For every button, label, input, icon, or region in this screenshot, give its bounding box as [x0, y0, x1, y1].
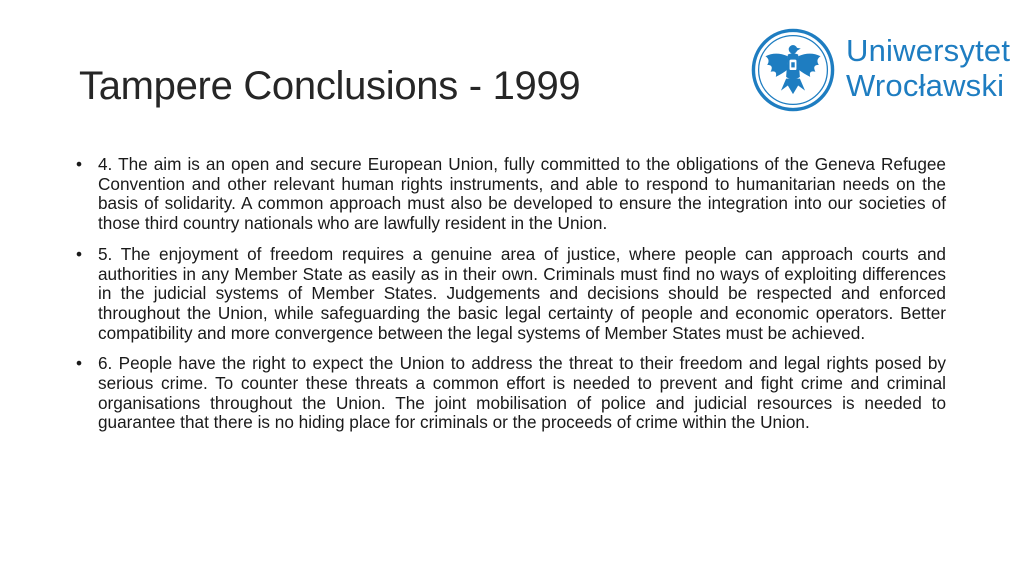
bullet-item — [76, 245, 946, 344]
bullet-item — [76, 155, 946, 234]
university-name-line2: Wrocławski — [846, 68, 1005, 103]
bullet-text: 5. The enjoyment of freedom requires a genuine area of justice, where people can approach courts and authorities in any Member State as easily as in their own. Criminals must find no ways of exploiting differences in the judicial systems of Member States. Judgements and decisions should be respected and enforced throughout the Union, while safeguarding the basic legal certainty of people and economic operators. Better compatibility and more convergence between the legal systems of Member States must be achieved. — [98, 243, 946, 343]
university-name — [846, 33, 1010, 103]
bullet-text: 4. The aim is an open and secure European Union, fully committed to the obligations of the Geneva Refugee Convention and other relevant human rights instruments, and able to respond to humanitarian needs on the basis of solidarity. A common approach must also be developed to ensure the integration into our societies of those third country nationals who are lawfully resident in the Union. — [98, 154, 946, 234]
bullet-dot: • — [76, 243, 83, 264]
slide-title: Tampere Conclusions - 1999 — [79, 64, 581, 108]
bullet-dot: • — [76, 154, 83, 174]
university-name-line1: Uniwersytet — [846, 33, 1011, 68]
university-logo — [750, 27, 1015, 117]
bullet-text: 6. People have the right to expect the Union to address the threat to their freedom and legal rights posed by serious crime. To counter these threats a common effort is needed to prevent and fight crime and criminal organisations throughout the Union. The joint mobilisation of police and judicial resources is needed to guarantee that there is no hiding place for criminals or the proceeds of crime within the Union. — [98, 353, 946, 433]
bullet-dot: • — [76, 353, 83, 374]
bullet-list — [76, 155, 946, 444]
eagle-emblem-icon — [750, 27, 836, 113]
bullet-item — [76, 354, 946, 433]
